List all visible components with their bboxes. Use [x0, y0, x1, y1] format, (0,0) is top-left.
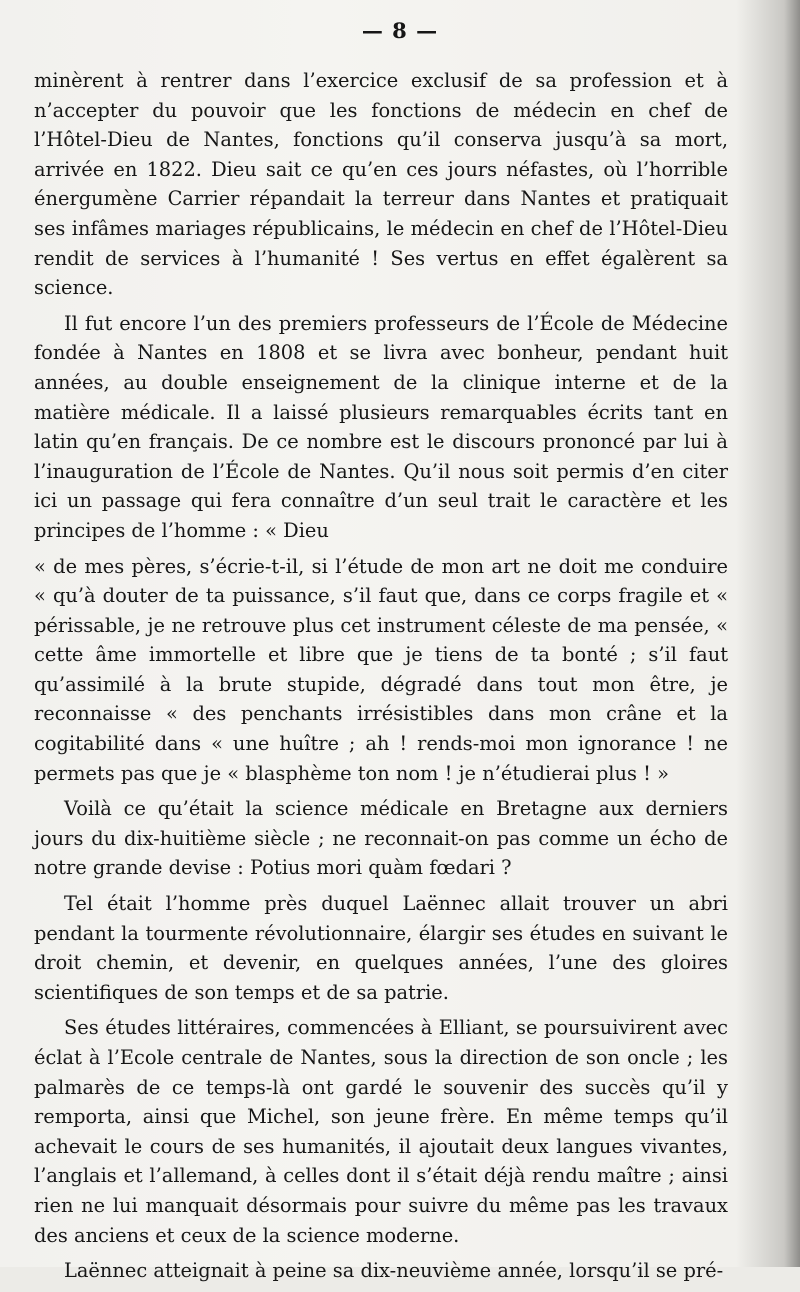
page-number: — 8 — — [361, 18, 439, 43]
paragraph-6: Laënnec atteignait à peine sa dix-neuvième année, lorsqu’il se pré- — [64, 1259, 724, 1283]
paragraph-4: Tel était l’homme près duquel Laënnec allait trouver un abri pendant la tourmente révolutionnaire, élargir ses études en suivant le droit chemin, et devenir, en quelques années, l’une des gloires scientifiques de son temps et de sa patrie. — [34, 892, 728, 1004]
paragraph-3: Voilà ce qu’était la science médicale en Bretagne aux derniers jours du dix-huitième siècle ; ne reconnait-on pas comme un écho de notre grande devise : Potius mori quàm fœdari ? — [34, 797, 728, 880]
paragraph-2: Il fut encore l’un des premiers professeurs de l’École de Médecine fondée à Nantes en 1808 et se livra avec bonheur, pendant huit années, au double enseignement de la clinique interne et de la matière médicale. Il a laissé plusieurs remarquables écrits tant en latin qu’en français. De ce nombre est le discours prononcé par lui à l’inauguration de l’École de Nantes. Qu’il nous soit permis d’en citer ici un passage qui fera connaître d’un seul trait le caractère et les principes de l’homme : « Dieu — [34, 311, 728, 542]
body-text — [34, 66, 728, 1292]
paragraph-5: Ses études littéraires, commencées à Elliant, se poursuivirent avec éclat à l’Ecole centrale de Nantes, sous la direction de son oncle ; les palmarès de ce temps-là ont gardé le souvenir des succès qu’il y remporta, ainsi que Michel, son jeune frère. En même temps qu’il achevait le cours de ses humanités, il ajoutait deux langues vivantes, l’anglais et l’allemand, à celles dont il s’était déjà rendu maître ; ainsi rien ne lui manquait désormais pour suivre du même pas les travaux des anciens et ceux de la science moderne. — [34, 1016, 728, 1247]
paragraph-1: minèrent à rentrer dans l’exercice exclusif de sa profession et à n’accepter du pouvoir que les fonctions de médecin en chef de l’Hôtel-Dieu de Nantes, fonctions qu’il conserva jusqu’à sa mort, arrivée en 1822. Dieu sait ce qu’en ces jours néfastes, où l’horrible énergumène Carrier répandait la terreur dans Nantes et pratiquait ses infâmes mariages républicains, le médecin en chef de l’Hôtel-Dieu rendit de services à l’humanité ! Ses vertus en effet égalèrent sa science. — [34, 69, 728, 300]
quotation: « de mes pères, s’écrie-t-il, si l’étude de mon art ne doit me conduire « qu’à douter de ta puissance, s’il faut que, dans ce corps fragile et « périssable, je ne retrouve plus cet instrument céleste de ma pensée, « cette âme immortelle et libre que je tiens de ta bonté ; s’il faut qu’assimilé à la brute stupide, dégradé dans tout mon être, je reconnaisse « des penchants irrésistibles dans mon crâne et la cogitabilité dans « une huître ; ah ! rends-moi mon ignorance ! ne permets pas que je « blasphème ton nom ! je n’étudierai plus ! » — [34, 554, 728, 785]
